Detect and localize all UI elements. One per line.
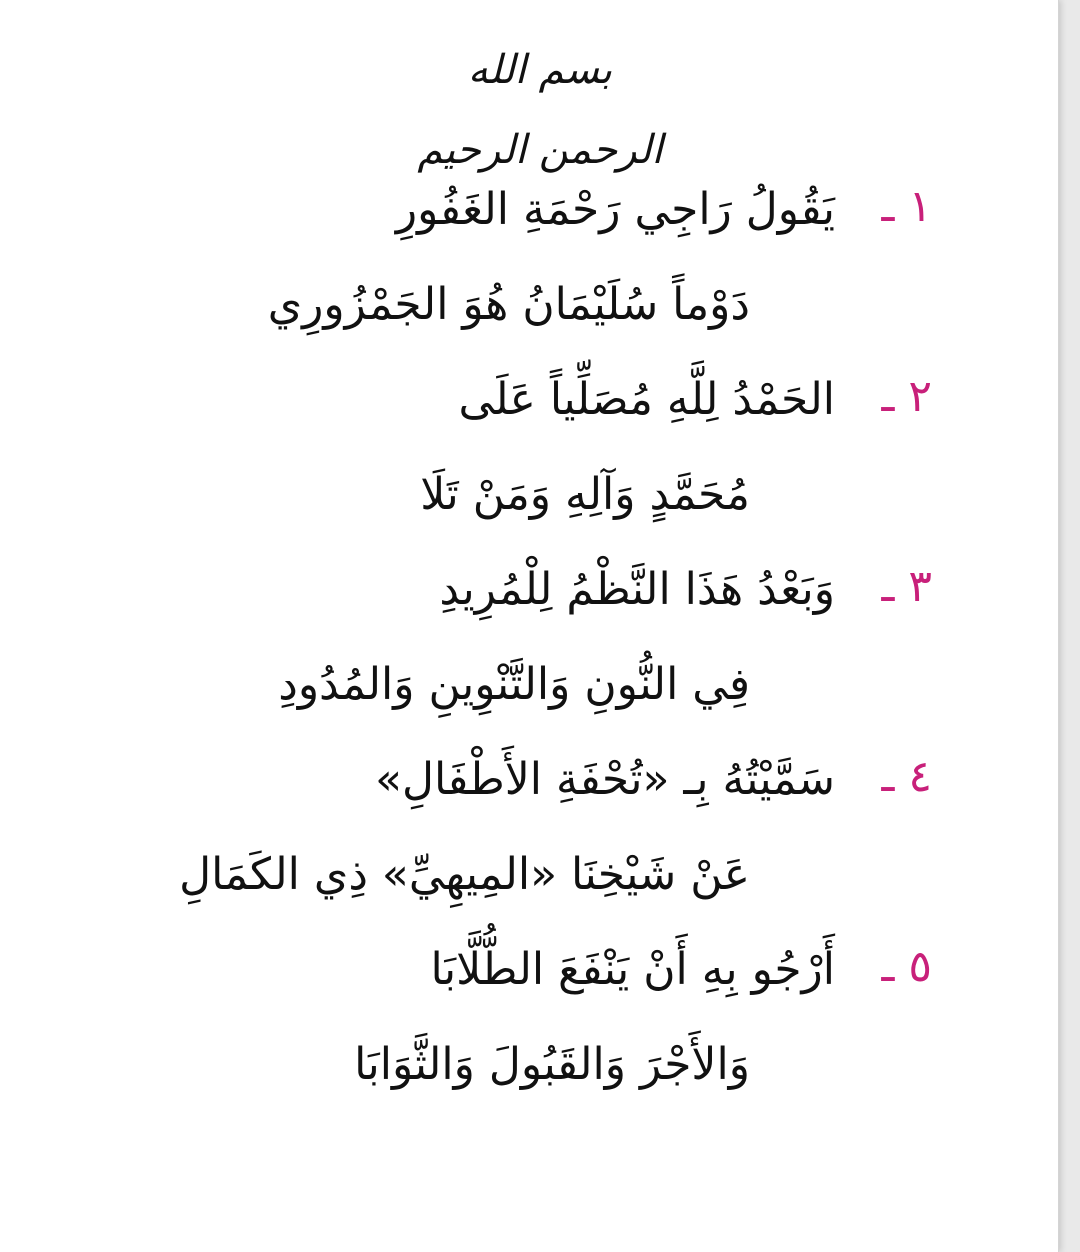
verse-number: ١ ـ [881,181,932,232]
verse-second-hemistich: وَالأَجْرَ وَالقَبُولَ وَالثَّوَابَا [354,1039,750,1090]
verse-first-hemistich: سَمَّيْتُهُ بِـ «تُحْفَةِ الأَطْفَالِ» [375,754,835,805]
verse-3 [130,545,950,745]
verse-number: ٢ ـ [881,371,932,422]
verse-first-hemistich: وَبَعْدُ هَذَا النَّظْمُ لِلْمُرِيدِ [439,564,835,615]
verse-2 [130,355,950,555]
verse-number: ٤ ـ [881,751,932,802]
verse-second-hemistich: فِي النُّونِ وَالتَّنْوِينِ وَالمُدُودِ [278,659,750,710]
verse-first-hemistich: أَرْجُو بِهِ أَنْ يَنْفَعَ الطُّلَّابَا [430,944,835,995]
basmala-calligraphy: بسم الله الرحمن الرحيم [417,47,663,173]
verse-4 [130,735,950,935]
verse-second-hemistich: مُحَمَّدٍ وَآلِهِ وَمَنْ تَلَا [420,469,750,520]
verse-1 [130,165,950,365]
verse-second-hemistich: دَوْماً سُلَيْمَانُ هُوَ الجَمْزُورِي [267,279,750,330]
verse-number: ٥ ـ [881,941,932,992]
verse-5 [130,925,950,1125]
verse-number: ٣ ـ [881,561,932,612]
verse-first-hemistich: يَقُولُ رَاجِي رَحْمَةِ الغَفُورِ [395,184,835,235]
verse-second-hemistich: عَنْ شَيْخِنَا «المِيهِيِّ» ذِي الكَمَالِ [179,849,750,900]
verse-first-hemistich: الحَمْدُ لِلَّهِ مُصَلِّياً عَلَى [458,374,835,425]
